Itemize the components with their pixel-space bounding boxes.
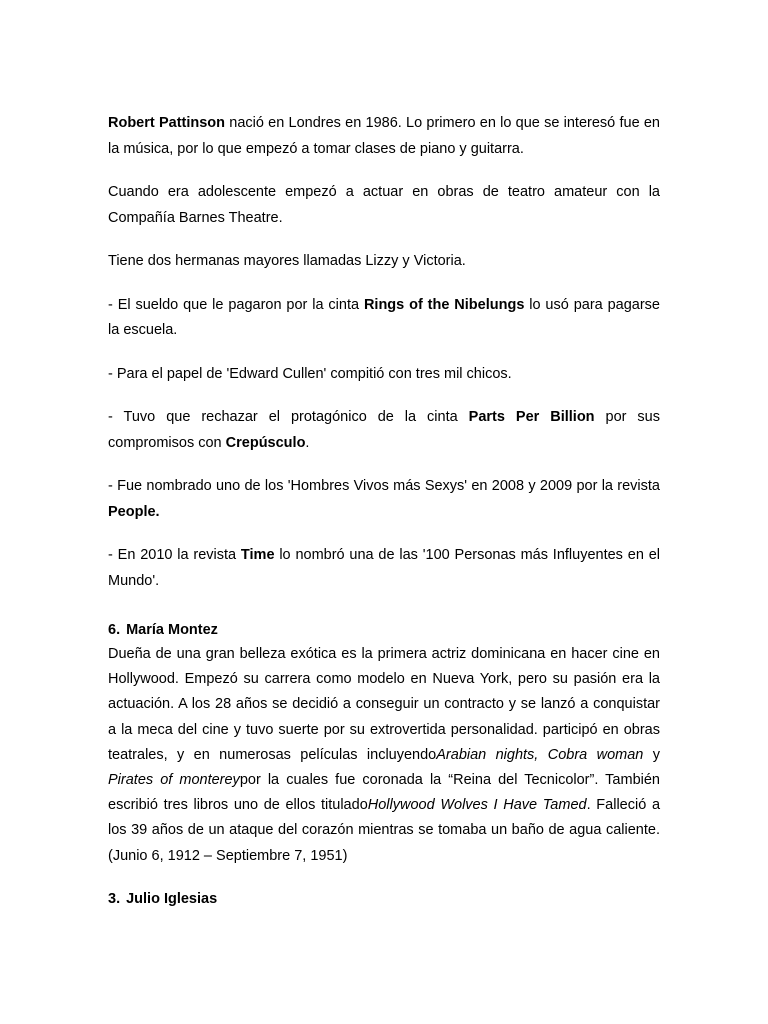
fact-time [108,543,660,594]
montez-text-2: y [643,746,660,763]
fact-reject [108,405,660,456]
film-title-pirates: Pirates of monterey [108,772,240,789]
sisters-paragraph: Tiene dos hermanas mayores llamadas Lizzy y Victoria. [108,253,466,269]
section-title: Julio Iglesias [126,890,218,907]
fact-salary-pre: - El sueldo que le pagaron por la cinta [108,296,364,313]
section-number: 3. [108,890,121,907]
film-title-nibelungs: Rings of the Nibelungs [363,296,525,313]
fact-sexy [108,474,660,525]
section-title: María Montez [126,622,218,638]
book-title-wolves: Hollywood Wolves I Have Tamed [367,797,587,814]
section-heading-iglesias [108,887,660,911]
montez-paragraph [108,642,660,869]
fact-salary-post: lo usó para pagarse la escuela. [108,296,660,338]
magazine-time: Time [240,547,275,563]
fact-reject-mid: por sus compromisos con [108,409,660,451]
magazine-people: People. [108,503,160,520]
film-titles-arabian-cobra: Arabian nights, Cobra woman [436,746,644,763]
fact-reject-post: . [305,434,310,451]
fact-cullen: - Para el papel de 'Edward Cullen' compitió con tres mil chicos. [108,365,512,382]
fact-salary [108,293,660,344]
section-heading-montez [108,618,660,642]
fact-time-post: lo nombró una de las '100 Personas más Influyentes en el Mundo'. [108,547,660,589]
teen-paragraph: Cuando era adolescente empezó a actuar en obras de teatro amateur con la Compañía Barnes Theatre. [108,184,660,226]
document-page [108,111,660,911]
fact-time-pre: - En 2010 la revista [108,547,241,563]
film-title-parts-per-billion: Parts Per Billion [468,409,595,425]
fact-reject-pre: - Tuvo que rechazar el protagónico de la cinta [108,409,469,425]
montez-text-1: Dueña de una gran belleza exótica es la primera actriz dominicana en hacer cine en Hollywood. Empezó su carrera como modelo en Nueva York, pero su pasión era la actuación. A los 28 años se decidió a conseguir un contracto y se lanzó a conquistar a la meca del cine y tuvo suerte por su extrovertida personalidad. participó en obras teatrales, y en numerosas películas incluyendo [108,646,660,763]
intro-paragraph [108,111,660,162]
film-title-crepusculo: Crepúsculo [225,434,306,451]
section-number: 6. [108,622,121,638]
intro-text: nació en Londres en 1986. Lo primero en lo que se interesó fue en la música, por lo que empezó a tomar clases de piano y guitarra. [108,115,660,157]
fact-sexy-pre: - Fue nombrado uno de los 'Hombres Vivos más Sexys' en 2008 y 2009 por la revista [108,478,660,494]
montez-text-3: por la cuales fue coronada la “Reina del Tecnicolor”. También escribió tres libros uno de ellos titulado [108,772,660,814]
montez-text-4: . Falleció a los 39 años de un ataque del corazón mientras se tomaba un baño de agua caliente. (Junio 6, 1912 – Septiembre 7, 1951) [108,797,661,864]
person-name: Robert Pattinson [108,115,226,131]
